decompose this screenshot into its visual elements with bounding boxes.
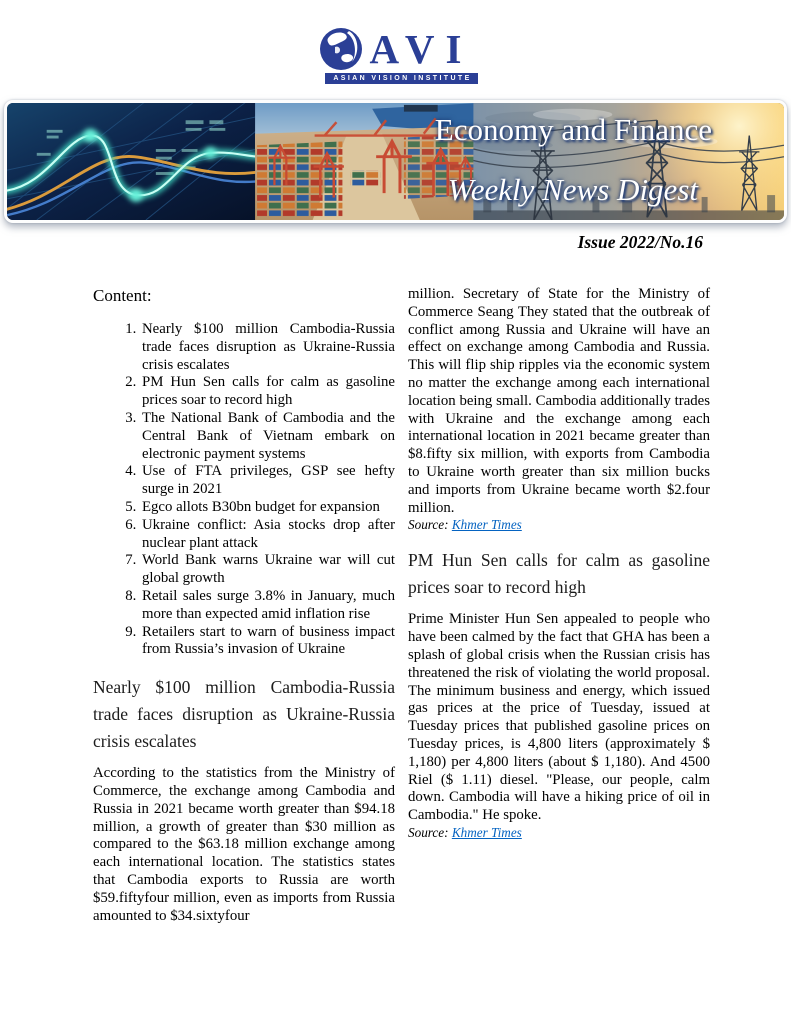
toc-item: 1. Nearly $100 million Cambodia-Russia trade faces disruption as Ukraine-Russia crisis escalates (140, 321, 395, 374)
source-line (408, 825, 710, 841)
issue-number: Issue 2022/No.16 (577, 232, 703, 252)
logo-row (319, 27, 473, 71)
stock-chart-art (7, 103, 270, 220)
article-1-heading: Nearly $100 million Cambodia-Russia trade faces disruption as Ukraine-Russia crisis escalates (93, 677, 395, 752)
left-column (93, 286, 395, 925)
article-columns (93, 286, 791, 925)
khmer-times-link[interactable]: Khmer Times (451, 824, 522, 840)
toc-item: 4. Use of FTA privileges, GSP see hefty surge in 2021 (140, 463, 395, 499)
article-1-paragraph-right: million. Secretary of State for the Ministry of Commerce Seang They stated that the outbreak of conflict among Russia and Ukraine will have an effect on exchange among Cambodia and Russia. This will flip ship ripples via the economic system no matter the exchange among each international location being small. Cambodia additionally trades with Ukraine and the exchange among each international location in 2021 became greater than $8.fifty six million, with exports from Cambodia to Ukraine worth greater than six million bucks and imports from Ukraine became worth $2.four million. (408, 286, 710, 516)
logo-tagline-bar: ASIAN VISION INSTITUTE (325, 73, 477, 84)
toc-list (93, 321, 395, 659)
toc-item: 9. Retailers start to warn of business impact from Russia’s invasion of Ukraine (140, 624, 395, 660)
source-label: Source: (408, 824, 449, 840)
logo-acronym: AVI (369, 26, 473, 72)
source-label: Source: (408, 517, 449, 533)
toc-item: 5. Egco allots B30bn budget for expansion (140, 499, 395, 517)
article-2-paragraph: Prime Minister Hun Sen appealed to people who have been calmed by the fact that GHA has been a splash of global crisis when the Russian crisis has threatened the risk of violating the world proposal. The minimum business and energy, which issued gas prices at the price of Tuesday, issued at Tuesday prices that published gasoline prices on Tuesday prices, is 4,800 liters (approximately $ 1,180) per 4,800 liters (about $ 1,180). And 4500 Riel ($ 1.11) diesel. "Please, our people, calm down. Cambodia will have a hiking price of oil in Cambodia." He spoke. (408, 611, 710, 824)
toc-item: 2. PM Hun Sen calls for calm as gasoline prices soar to record high (140, 374, 395, 410)
toc-item: 3. The National Bank of Cambodia and the Central Bank of Vietnam embark on electronic payment systems (140, 410, 395, 463)
source-line (408, 517, 710, 533)
globe-icon (319, 27, 363, 71)
toc-item: 8. Retail sales surge 3.8% in January, much more than expected amid inflation rise (140, 588, 395, 624)
banner-subtitle: Weekly News Digest (447, 172, 698, 207)
article-1-paragraph-left: According to the statistics from the Ministry of Commerce, the exchange among Cambodia and Russia in 2021 became worth greater than $94.18 million, a growth of greater than $30 million as compared to the $63.18 million exchange among each international location. The statistics states that Cambodia exports to Russia are worth $59.fiftyfour million, even as imports from Russia amounted to $34.sixtyfour (93, 765, 395, 924)
banner-title: Economy and Finance (434, 112, 712, 147)
banner-collage (4, 100, 787, 223)
toc-item: 6. Ukraine conflict: Asia stocks drop after nuclear plant attack (140, 517, 395, 553)
avi-logo (0, 0, 791, 84)
article-2-heading: PM Hun Sen calls for calm as gasoline prices soar to record high (408, 550, 710, 598)
content-label: Content: (93, 286, 152, 305)
right-column (408, 286, 710, 925)
khmer-times-link[interactable]: Khmer Times (451, 517, 522, 533)
toc-item: 7. World Bank warns Ukraine war will cut global growth (140, 552, 395, 588)
